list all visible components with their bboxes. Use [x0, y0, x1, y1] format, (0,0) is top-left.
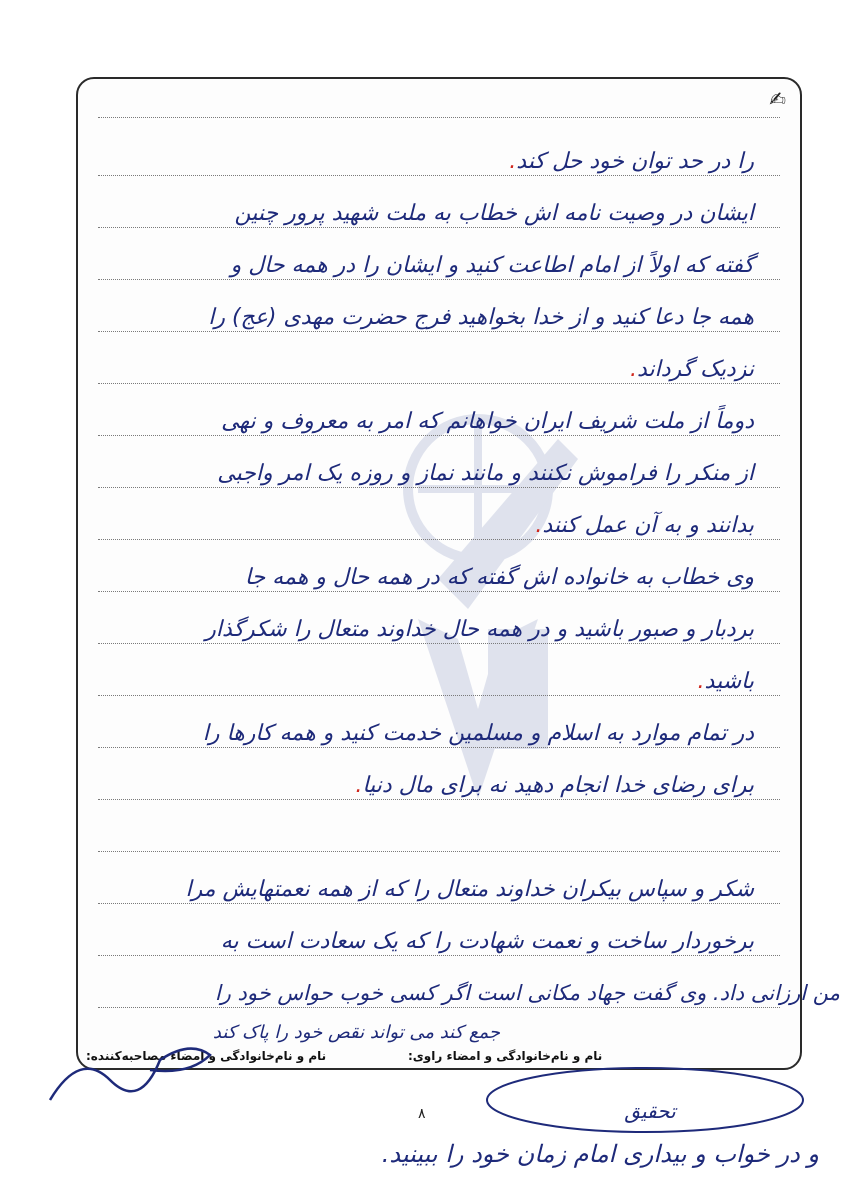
bottom-note: و در خواب و بیداری امام زمان خود را ببینید. — [381, 1140, 819, 1168]
handwritten-line: جمع کند می تواند نقص خود را پاک کند — [212, 1022, 500, 1043]
ruled-line — [98, 117, 780, 118]
handwritten-line: در تمام موارد به اسلام و مسلمین خدمت کنید و همه کارها را — [202, 721, 754, 746]
handwritten-line: از منکر را فراموش نکنند و مانند نماز و روزه یک امر واجبی — [217, 461, 754, 486]
pencil-icon: ✍ — [769, 87, 786, 111]
ruled-line — [98, 383, 780, 384]
ruled-line — [98, 851, 780, 852]
handwritten-line: بدانند و به آن عمل کنند. — [535, 513, 754, 538]
handwritten-line: بردبار و صبور باشید و در همه حال خداوند متعال را شکرگذار — [205, 617, 754, 642]
narrator-signature-label: نام و نام‌خانوادگی و امضاء راوی: — [408, 1049, 603, 1063]
ruled-line — [98, 331, 780, 332]
handwritten-line: نزدیک گرداند. — [629, 357, 754, 382]
handwritten-line: را در حد توان خود حل کند. — [509, 149, 754, 174]
watermark-emblem — [378, 379, 608, 839]
ruled-line — [98, 279, 780, 280]
ruled-line — [98, 747, 780, 748]
ruled-line — [98, 955, 780, 956]
handwritten-line: گفته که اولاً از امام اطاعت کنید و ایشان را در همه حال و — [230, 253, 754, 278]
notebook-page — [76, 77, 840, 1070]
handwritten-line: برای رضای خدا انجام دهید نه برای مال دنیا. — [355, 773, 754, 798]
ruled-line — [98, 591, 780, 592]
ruled-line — [98, 539, 780, 540]
ruled-line — [98, 799, 780, 800]
page-number: ۸ — [418, 1106, 426, 1122]
handwritten-line: وی خطاب به خانواده اش گفته که در همه حال و همه جا — [244, 565, 754, 590]
narrator-signature — [40, 1030, 220, 1110]
ruled-line — [98, 175, 780, 176]
interviewer-signature-label: نام و نام‌خانوادگی و امضاء مصاحبه‌کننده: — [86, 1049, 327, 1063]
interviewer-stamp — [480, 1060, 810, 1140]
handwritten-line: برخوردار ساخت و نعمت شهادت را که یک سعادت است به — [220, 929, 754, 954]
handwritten-line: ایشان در وصیت نامه اش خطاب به ملت شهید پرور چنین — [234, 201, 754, 226]
stamp-text: تحقیق — [624, 1099, 676, 1123]
handwritten-line: من ارزانی داد. وی گفت جهاد مکانی است اگر کسی خوب حواس خود را — [214, 981, 840, 1005]
ruled-line — [98, 1007, 780, 1008]
handwritten-line: شکر و سپاس بیکران خداوند متعال را که از همه نعمتهایش مرا — [185, 877, 754, 902]
ruled-line — [98, 227, 780, 228]
ruled-line — [98, 435, 780, 436]
ruled-line — [98, 487, 780, 488]
ruled-line — [98, 903, 780, 904]
ruled-line — [98, 643, 780, 644]
ruled-line — [98, 695, 780, 696]
handwritten-line: همه جا دعا کنید و از خدا بخواهید فرج حضرت مهدی (عج) را — [208, 305, 754, 330]
handwritten-line: باشید. — [697, 669, 754, 694]
handwritten-line: دوماً از ملت شریف ایران خواهانم که امر به معروف و نهی — [221, 409, 754, 434]
